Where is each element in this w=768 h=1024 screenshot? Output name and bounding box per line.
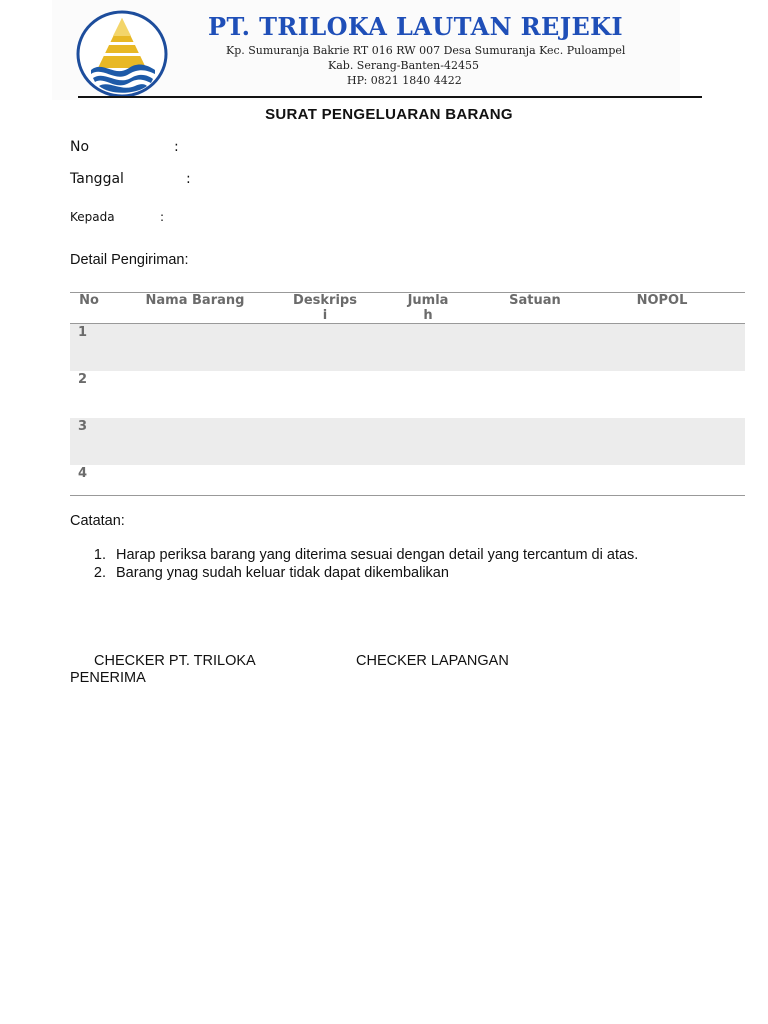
table-bottom-rule [70,495,745,496]
note-text: Barang ynag sudah keluar tidak dapat dikembalikan [116,565,449,581]
letterhead-divider [78,96,702,98]
field-kepada-label: Kepada [70,210,115,224]
field-kepada-colon: : [160,210,165,224]
table-header-nama-barang: Nama Barang [145,293,245,308]
table-header-deskripsi: Deskrips i [293,293,357,323]
company-address-line-1: Kp. Sumuranja Bakrie RT 016 RW 007 Desa Sumuranja Kec. Puloampel [226,44,626,57]
row-number: 4 [78,466,88,481]
row-number: 1 [78,325,88,340]
table-header-no: No [79,293,99,308]
catatan-label: Catatan: [70,513,125,529]
note-text: Harap periksa barang yang diterima sesuai dengan detail yang tercantum di atas. [116,547,639,563]
company-logo-icon [75,8,169,100]
detail-pengiriman-label: Detail Pengiriman: [70,252,189,268]
field-tanggal-label: Tanggal [70,171,124,187]
field-tanggal-colon: : [186,171,191,187]
note-number: 2. [93,565,106,581]
signature-checker-lapangan: CHECKER LAPANGAN [356,653,509,669]
table-header-nopol: NOPOL [636,293,688,308]
company-address-line-2: Kab. Serang-Banten-42455 [328,59,479,72]
field-no-colon: : [174,139,179,155]
table-row [70,371,745,418]
table-header-jumlah: Jumla h [407,293,449,323]
row-number: 2 [78,372,88,387]
table-row [70,418,745,465]
signature-checker-triloka: CHECKER PT. TRILOKA [94,653,256,669]
signature-penerima: PENERIMA [70,670,146,686]
table-row [70,324,745,371]
table-header-satuan: Satuan [509,293,561,308]
row-number: 3 [78,419,88,434]
field-no-label: No [70,139,90,155]
document-title: SURAT PENGELUARAN BARANG [265,106,513,123]
company-name: PT. TRILOKA LAUTAN REJEKI [208,12,624,41]
company-phone: HP: 0821 1840 4422 [347,74,462,87]
table-row [70,465,745,495]
note-number: 1. [93,547,106,563]
